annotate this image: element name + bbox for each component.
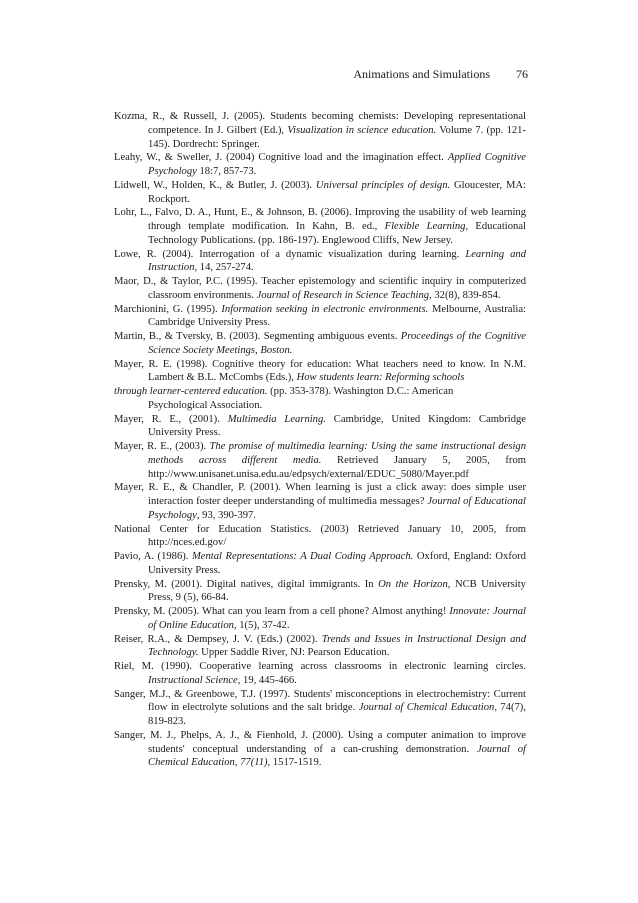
reference-italic-text: Universal principles of design. [315, 179, 451, 191]
reference-text: Sanger, M. J., Phelps, A. J., & Fienhold, J. (2000). Using a computer animation to improve students' conceptual understanding of a can-crushing demonstration. [114, 729, 526, 755]
reference-entry [114, 413, 526, 441]
reference-italic-text: Trends and Issues in Instructional Design and Technology. [148, 633, 526, 659]
reference-entry [114, 688, 526, 729]
reference-text: Martin, B., & Tversky, B. (2003). Segmenting ambiguous events. [114, 331, 401, 342]
reference-text: Educational Technology Publications. (pp. 186-197). Englewood Cliffs, New Jersey. [148, 221, 526, 246]
reference-text: Maor, D., & Taylor, P.C. (1995). Teacher epistemology and scientific inquiry in computerized classroom environments. [114, 276, 526, 301]
reference-text: Leahy, W., & Sweller, J. (2004) Cognitive load and the imagination effect. [114, 152, 448, 164]
reference-italic-text: The promise of multimedia learning: Using the same instructional design methods across different media. [148, 441, 526, 466]
reference-text: Oxford, England: Oxford University Press. [148, 551, 526, 576]
reference-text: 1517-1519. [270, 757, 322, 769]
reference-italic-text: Proceedings of the Cognitive Science Society Meetings, Boston. [148, 331, 526, 356]
reference-text: Mayer, R. E., (2003). [114, 441, 210, 452]
reference-italic-text: Innovate: Journal of Online Education, [148, 606, 527, 631]
reference-text: Mayer, R. E., (2001). [114, 413, 228, 425]
reference-text: Mayer, R. E. (1998). Cognitive theory for education: What teachers need to know. In N.M. Lambert & B.L. McCombs (Eds.), [114, 358, 526, 384]
reference-text: 1(5), 37-42. [236, 619, 290, 631]
reference-entry [114, 481, 526, 522]
reference-entry [114, 660, 526, 688]
reference-text: Prensky, M. (2001). Digital natives, digital immigrants. In [114, 578, 379, 590]
reference-entry [114, 358, 526, 386]
reference-italic-text: Information seeking in electronic environments. [221, 303, 429, 315]
reference-text: Kozma, R., & Russell, J. (2005). Students becoming chemists: Developing representational competence. In J. Gilbert (Ed.), [114, 111, 526, 136]
page-number: 76 [516, 67, 528, 81]
reference-text: Reiser, R.A., & Dempsey, J. V. (Eds.) (2002). [114, 633, 322, 645]
reference-italic-text: How students learn: Reforming schools [296, 372, 465, 384]
reference-entry [114, 206, 526, 247]
reference-text: Marchionini, G. (1995). [114, 303, 222, 315]
reference-text: Psychological Association. [148, 399, 263, 411]
reference-entry [114, 330, 526, 358]
reference-text: 14, 257-274. [197, 262, 254, 274]
reference-text: Sanger, M.J., & Greenbowe, T.J. (1997). Students' misconceptions in electrochemistry: Current flow in electrolyte solutions and the salt bridge. [114, 688, 526, 714]
reference-entry [114, 440, 526, 481]
reference-entry [114, 578, 526, 606]
reference-text: Retrieved January 5, 2005, from http://www.unisanet.unisa.edu.au/edpsych/external/EDUC_5080/Mayer.pdf [148, 454, 526, 480]
reference-italic-text: Journal of Chemical Education [148, 743, 526, 769]
reference-italic-text: Instructional Science [148, 674, 238, 686]
reference-entry [114, 550, 526, 578]
reference-text: 18:7, 857-73. [196, 166, 257, 177]
reference-entry [114, 275, 526, 303]
reference-list [114, 110, 526, 770]
reference-text: Volume 7. (pp. 121-145). Dordrecht: Springer. [148, 124, 526, 150]
reference-entry [114, 729, 526, 770]
reference-text: , 32(8), 839-854. [429, 289, 501, 301]
reference-italic-text: On the Horizon, [378, 578, 451, 590]
reference-entry [114, 179, 526, 207]
reference-entry [114, 399, 526, 413]
reference-text: Lidwell, W., Holden, K., & Butler, J. (2003). [114, 179, 316, 191]
reference-text: , 19, 445-466. [237, 674, 297, 686]
reference-italic-text: through learner-centered education. [114, 386, 268, 397]
reference-text: Pavio, A. (1986). [114, 551, 192, 562]
reference-entry [114, 303, 526, 331]
reference-text: Riel, M. (1990). Cooperative learning across classrooms in electronic learning circles. [114, 661, 526, 672]
reference-italic-text: Applied Cognitive Psychology [148, 152, 527, 177]
reference-text: Lowe, R. (2004). Interrogation of a dynamic visualization during learning. [114, 248, 466, 260]
reference-text: NCB University Press, 9 (5), 66-84. [148, 578, 526, 604]
reference-text: National Center for Education Statistics. (2003) Retrieved January 10, 2005, from http://nces.ed.gov/ [114, 523, 526, 549]
running-header-title: Animations and Simulations [353, 67, 490, 81]
reference-text: Cambridge, United Kingdom: Cambridge University Press. [148, 413, 526, 439]
reference-text: , 74(7), 819-823. [148, 702, 526, 727]
reference-italic-text: Journal of Educational Psychology [148, 496, 527, 521]
reference-italic-text: Mental Representations: A Dual Coding Approach. [191, 551, 414, 562]
reference-text: Upper Saddle River, NJ: Pearson Education. [198, 647, 390, 659]
reference-entry [114, 523, 526, 551]
reference-text: Prensky, M. (2005). What can you learn from a cell phone? Almost anything! [114, 606, 450, 617]
reference-text: (pp. 353-378). Washington D.C.: American [267, 386, 454, 397]
reference-text: Gloucester, MA: Rockport. [148, 179, 526, 205]
reference-text: Melbourne, Australia: Cambridge University Press. [148, 303, 526, 329]
reference-italic-text: Visualization in science education. [287, 124, 437, 136]
reference-text: Lohr, L., Falvo, D. A., Hunt, E., & Johnson, B. (2006). Improving the usability of web learning through template modification. In Kahn, B. ed., [114, 207, 526, 232]
reference-entry [114, 633, 526, 661]
reference-italic-text: Learning and Instruction, [148, 248, 526, 274]
reference-italic-text: 77(11), [240, 757, 271, 769]
reference-entry [114, 605, 526, 633]
reference-entry [114, 110, 526, 151]
running-header [353, 67, 528, 81]
reference-text: Mayer, R. E., & Chandler, P. (2001). When learning is just a click away: does simple user interaction foster deeper understanding of multimedia messages? [114, 482, 526, 507]
reference-entry [114, 385, 526, 399]
reference-italic-text: Flexible Learning, [384, 221, 469, 232]
reference-entry [114, 151, 526, 179]
reference-italic-text: Multimedia Learning. [227, 413, 326, 425]
reference-italic-text: Journal of Chemical Education [358, 702, 495, 714]
reference-text: , [234, 757, 241, 769]
reference-entry [114, 248, 526, 276]
reference-text: , 93, 390-397. [196, 509, 256, 521]
reference-italic-text: Journal of Research in Science Teaching [256, 289, 430, 301]
